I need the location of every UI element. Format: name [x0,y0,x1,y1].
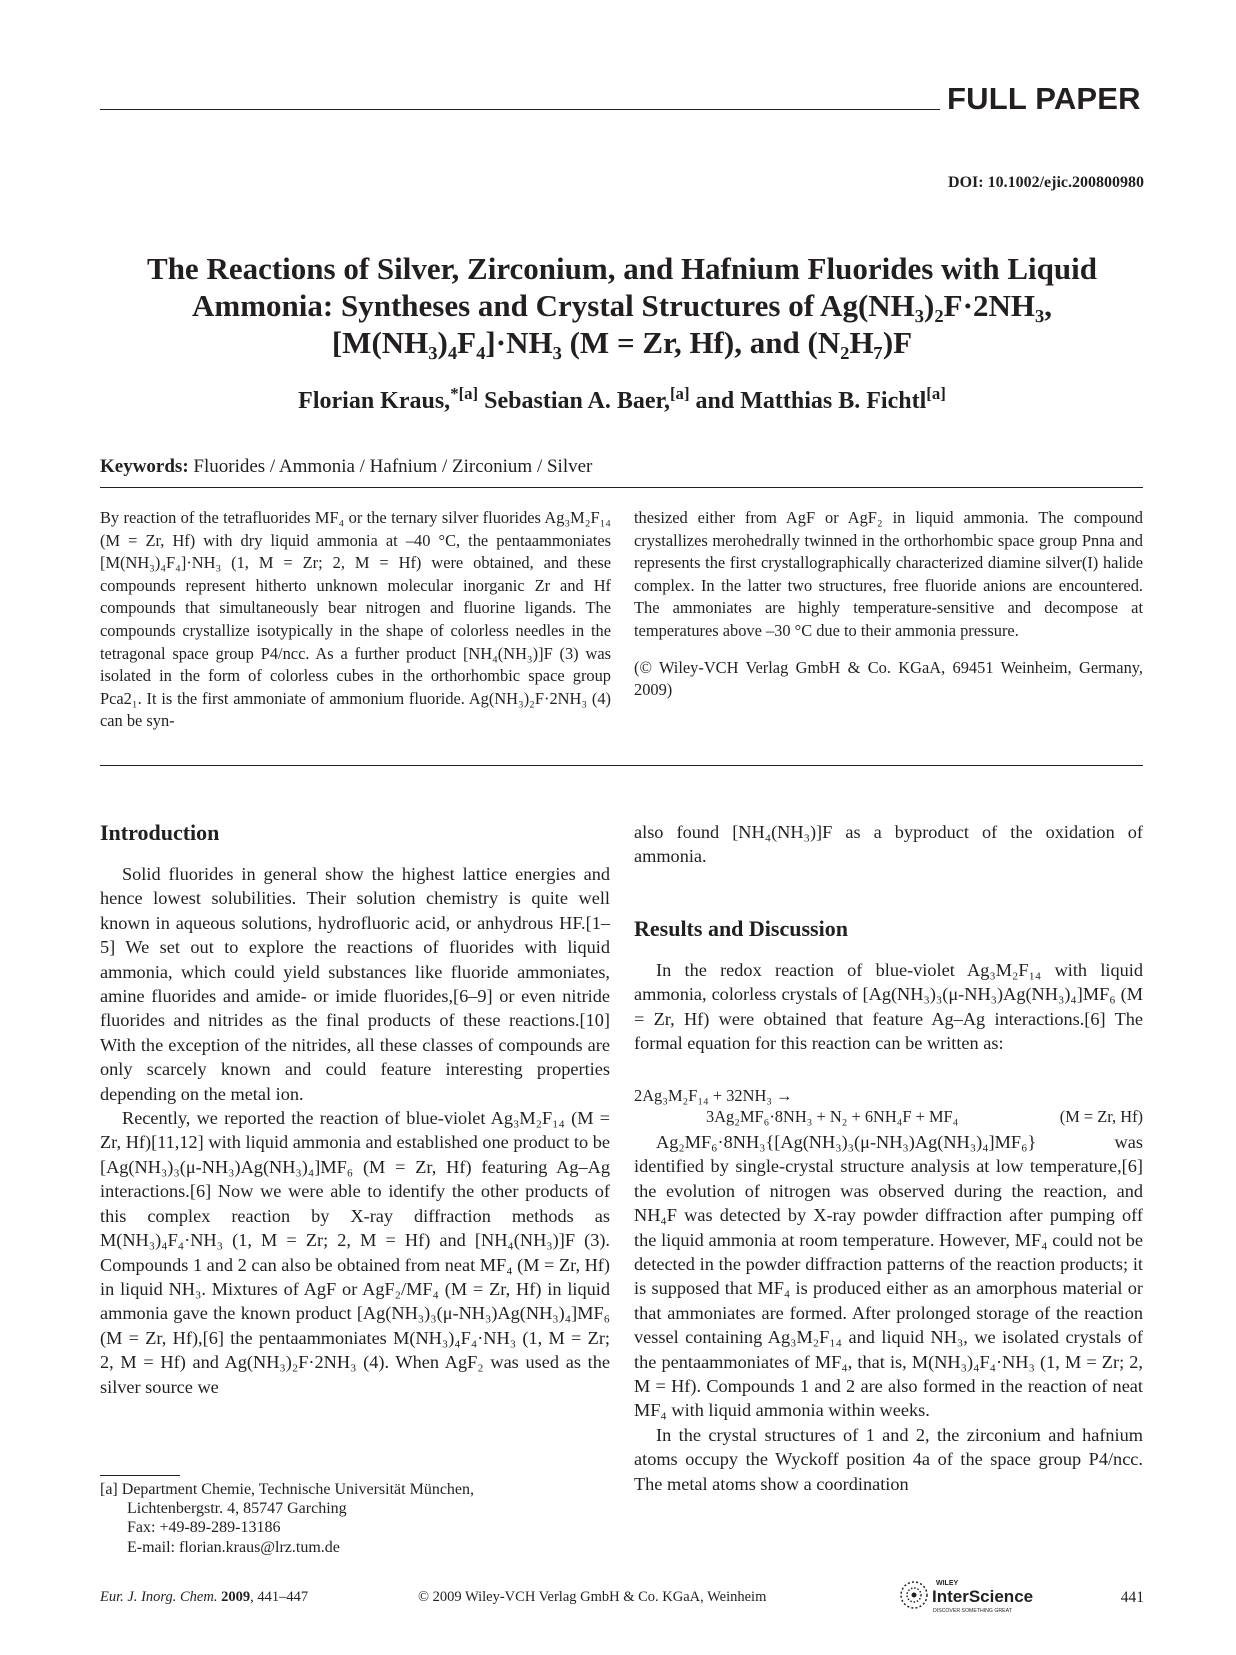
journal-year: 2009 [221,1589,251,1605]
doi: DOI: 10.1002/ejic.200800980 [948,174,1144,191]
title-line: The Reactions of Silver, Zirconium, and Hafnium Fluorides with Liquid [147,251,1097,286]
paragraph: also found [NH₄(NH₃)]F as a byproduct of the oxidation of ammonia. [634,822,1143,867]
authors [100,384,1144,415]
author-name: Sebastian A. Baer, [478,388,670,414]
keywords [100,456,592,478]
header-rule [100,109,940,110]
abstract-right [634,507,1143,702]
keywords-label: Keywords: [100,456,189,477]
logo-tagline: DISCOVER SOMETHING GREAT [933,1608,1012,1614]
section-tag: FULL PAPER [947,81,1141,116]
keywords-text: Fluorides / Ammonia / Hafnium / Zirconium / Silver [193,456,593,477]
footer-copyright: © 2009 Wiley-VCH Verlag GmbH & Co. KGaA, Weinheim [418,1589,767,1605]
introduction-body [100,862,610,1399]
title-line: Ammonia: Syntheses and Crystal Structures of Ag(NH₃)₂F·2NH₃, [192,288,1052,323]
paragraph: Ag₂MF₆·8NH₃{[Ag(NH₃)₃(μ-NH₃)Ag(NH₃)₄]MF₆} was identified by single-crystal structure analysis at low temperature,[6] the evolution of nitrogen was observed during the reaction, and NH₄F was detected by X-ray powder diffraction after pumping off the liquid ammonia at room temperature. However, MF₄ could not be detected in the powder diffraction patterns of the reaction products; it is supposed that MF₄ is produced either as an amorphous material or that ammoniates are formed. After prolonged storage of the reaction vessel containing Ag₃M₂F₁₄ and liquid NH₃, we isolated crystals of the pentaammoniates of MF₄, that is, M(NH₃)₄F₄·NH₃ (1, M = Zr; 2, M = Hf). Compounds 1 and 2 are also formed in the reaction of neat MF₄ with liquid ammonia within weeks. [634,1132,1143,1421]
results-heading: Results and Discussion [634,916,848,941]
affiliation-mark: [a] [669,384,690,403]
footnote-rule [100,1475,180,1476]
abstract-text: thesized either from AgF or AgF₂ in liquid ammonia. The compound crystallizes merohedrally twinned in the orthorhombic space group Pnna and represents the first crystallographically characterized diamine silver(I) halide complex. In the latter two structures, free fluoride anions are encountered. The ammoniates are highly temperature-sensitive and decompose at temperatures above –30 °C due to their ammonia pressure. [634,508,1143,640]
results-body-continued [634,1130,1143,1496]
equation-line: 2Ag₃M₂F₁₄ + 32NH₃ → [634,1086,793,1105]
title-line: [M(NH₃)₄F₄]·NH₃ (M = Zr, Hf), and (N₂H₇)F [331,325,913,360]
divider [100,487,1143,488]
logo-mark-icon [901,1582,927,1608]
paper-title [100,250,1144,361]
paragraph: In the crystal structures of 1 and 2, the zirconium and hafnium atoms occupy the Wyckoff position 4a of the space group P4/ncc. The metal atoms show a coordination [634,1424,1143,1494]
affiliation-footnote [100,1480,610,1557]
affiliation-mark: [a] [926,384,946,403]
paragraph: Recently, we reported the reaction of blue-violet Ag₃M₂F₁₄ (M = Zr, Hf)[11,12] with liquid ammonia and established one product to be [Ag(NH₃)₃(μ-NH₃)Ag(NH₃)₄]MF₆ (M = Zr, Hf) featuring Ag–Ag interactions.[6] Now we were able to identify the other products of this complex reaction by X-ray diffraction methods as M(NH₃)₄F₄·NH₃ (1, M = Zr; 2, M = Hf) and [NH₄(NH₃)]F (3). Compounds 1 and 2 can also be obtained from neat MF₄ (M = Zr, Hf) in liquid NH₃. Mixtures of AgF or AgF₂/MF₄ (M = Zr, Hf) in liquid ammonia gave the known product [Ag(NH₃)₃(μ-NH₃)Ag(NH₃)₄]MF₆ (M = Zr, Hf),[6] the pentaammoniates M(NH₃)₄F₄·NH₃ (1, M = Zr; 2, M = Hf) and Ag(NH₃)₂F·2NH₃ (4). When AgF₂ was used as the silver source we [100,1108,610,1397]
author-name: and Matthias B. Fichtl [689,388,927,414]
footnote-line: Fax: +49-89-289-13186 [127,1519,281,1537]
journal-citation [100,1589,308,1606]
journal-name: Eur. J. Inorg. Chem. [100,1589,218,1605]
interscience-logo [896,1575,1060,1615]
paragraph: Solid fluorides in general show the highest lattice energies and hence lowest solubilities. Their solution chemistry is quite well known in aqueous solutions, hydrofluoric acid, or anhydrous HF.[1–5] We set out to explore the reactions of fluorides with liquid ammonia, which could yield substances like fluoride ammoniates, amine fluorides and amide- or imide fluorides,[6–9] or even nitride fluorides and nitrides as the final products of these reactions.[10] With the exception of the nitrides, all these classes of compounds are only scarcely known and could feature interesting properties depending on the metal ion. [100,864,610,1104]
logo-text: InterScience [932,1587,1034,1606]
author-name: Florian Kraus, [298,388,451,414]
abstract-left: By reaction of the tetrafluorides MF₄ or the ternary silver fluorides Ag₃M₂F₁₄ (M = Zr, Hf) with dry liquid ammonia at –40 °C, the pentaammoniates [M(NH₃)₄F₄]·NH₃ (1, M = Zr; 2, M = Hf) were obtained, and these compounds represent hitherto unknown molecular inorganic Zr and Hf compounds that simultaneously bear nitrogen and fluorine ligands. The compounds crystallize isotypically in the shape of colorless needles in the tetragonal space group P4/ncc. As a further product [NH₄(NH₃)]F (3) was isolated in the form of colorless cubes in the orthorhombic space group Pca2₁. It is the first ammoniate of ammonium fluoride. Ag(NH₃)₂F·2NH₃ (4) can be syn- [100,508,611,731]
abstract-copyright: (© Wiley-VCH Verlag GmbH & Co. KGaA, 69451 Weinheim, Germany, 2009) [634,657,1143,700]
reaction-equation [634,1085,1143,1127]
journal-pages: , 441–447 [250,1589,309,1605]
equation-condition: (M = Zr, Hf) [1059,1107,1143,1126]
equation-line: 3Ag₂MF₆·8NH₃ + N₂ + 6NH₄F + MF₄ [706,1107,959,1126]
divider [100,765,1143,766]
paragraph: In the redox reaction of blue-violet Ag₃M₂F₁₄ with liquid ammonia, colorless crystals of [Ag(NH₃)₃(μ-NH₃)Ag(NH₃)₄]MF₆ (M = Zr, Hf) were obtained that feature Ag–Ag interactions.[6] The formal equation for this reaction can be written as: [634,960,1143,1054]
logo-wiley: WILEY [936,1580,959,1587]
introduction-continuation [634,820,1143,869]
footnote-line: E-mail: florian.kraus@lrz.tum.de [127,1538,340,1556]
results-body [634,958,1143,1056]
page-number: 441 [1120,1589,1144,1606]
footnote-line: Lichtenbergstr. 4, 85747 Garching [127,1500,347,1518]
introduction-heading: Introduction [100,820,220,845]
footnote-line: [a] Department Chemie, Technische Universität München, [100,1481,475,1498]
affiliation-mark: *[a] [450,384,479,403]
